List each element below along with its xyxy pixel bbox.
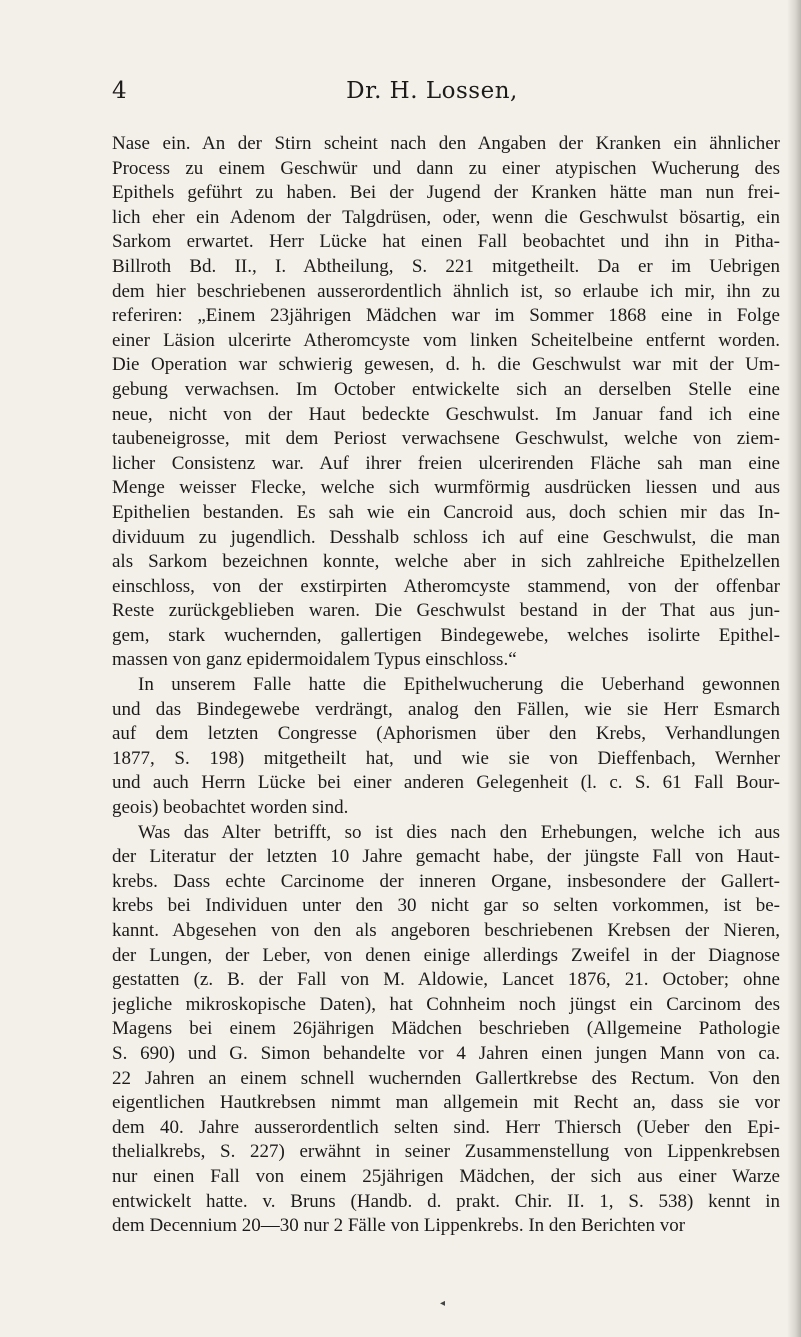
text-line: krebs bei Individuen unter den 30 nicht gar so selten vorkommen, ist be-	[112, 895, 780, 917]
text-line: referiren: „Einem 23jährigen Mädchen war im Sommer 1868 eine in Folge	[112, 305, 780, 327]
text-line: S. 690) und G. Simon behandelte vor 4 Jahren einen jungen Mann von ca.	[112, 1042, 780, 1064]
text-line: dividuum zu jugendlich. Desshalb schloss ich auf eine Geschwulst, die man	[112, 526, 780, 548]
text-line: Epithelien bestanden. Es sah wie ein Cancroid aus, doch schien mir das In-	[112, 501, 780, 523]
page-header	[112, 78, 752, 118]
text-line: gem, stark wuchernden, gallertigen Bindegewebe, welches isolirte Epithel-	[112, 624, 780, 646]
text-line: Billroth Bd. II., I. Abtheilung, S. 221 mitgetheilt. Da er im Uebrigen	[112, 255, 780, 277]
text-line: Die Operation war schwierig gewesen, d. h. die Geschwulst war mit der Um-	[112, 354, 780, 376]
text-line: krebs. Dass echte Carcinome der inneren Organe, insbesondere der Gallert-	[112, 870, 780, 892]
text-line: Nase ein. An der Stirn scheint nach den Angaben der Kranken ein ähnlicher	[112, 133, 780, 154]
text-line: entwickelt hatte. v. Bruns (Handb. d. prakt. Chir. II. 1, S. 538) kennt in	[112, 1190, 780, 1212]
text-line: einschloss, von der exstirpirten Atheromcyste stammend, von der offenbar	[112, 575, 780, 597]
text-line: einer Läsion ulcerirte Atheromcyste vom linken Scheitelbeine entfernt worden.	[112, 329, 780, 351]
text-line: Was das Alter betrifft, so ist dies nach den Erhebungen, welche ich aus	[138, 821, 780, 843]
page-number: 4	[112, 78, 127, 104]
text-line: auf dem letzten Congresse (Aphorismen über den Krebs, Verhandlungen	[112, 723, 780, 745]
text-line: dem hier beschriebenen ausserordentlich ähnlich ist, so erlaube ich mir, ihn zu	[112, 280, 780, 302]
text-line: taubeneigrosse, mit dem Periost verwachsene Geschwulst, welche von ziem-	[112, 428, 780, 450]
text-line: der Lungen, der Leber, von denen einige allerdings Zweifel in der Diagnose	[112, 944, 780, 966]
text-line: der Literatur der letzten 10 Jahre gemacht habe, der jüngste Fall von Haut-	[112, 846, 780, 868]
text-line: gestatten (z. B. der Fall von M. Aldowie, Lancet 1876, 21. October; ohne	[112, 969, 780, 991]
text-line: neue, nicht von der Haut bedeckte Geschwulst. Im Januar fand ich eine	[112, 403, 780, 425]
text-line: nur einen Fall von einem 25jährigen Mädchen, der sich aus einer Warze	[112, 1165, 780, 1187]
body-text	[112, 132, 780, 1239]
page-edge-shadow	[787, 0, 801, 1337]
ink-speck: ◂	[440, 1298, 446, 1309]
text-line: gebung verwachsen. Im October entwickelte sich an derselben Stelle eine	[112, 378, 780, 400]
text-line: massen von ganz epidermoidalem Typus einschloss.“	[112, 649, 517, 671]
text-line: als Sarkom bezeichnen konnte, welche aber in sich zahlreiche Epithelzellen	[112, 551, 780, 573]
text-line: eigentlichen Hautkrebsen nimmt man allgemein mit Recht an, dass sie vor	[112, 1092, 780, 1114]
text-line: jegliche mikroskopische Daten), hat Cohnheim noch jüngst ein Carcinom des	[112, 993, 780, 1015]
text-line: dem 40. Jahre ausserordentlich selten sind. Herr Thiersch (Ueber den Epi-	[112, 1116, 780, 1138]
text-line: Menge weisser Flecke, welche sich wurmförmig ausdrücken liessen und aus	[112, 477, 780, 499]
running-title: Dr. H. Lossen,	[346, 78, 518, 104]
text-line: Magens bei einem 26jährigen Mädchen beschrieben (Allgemeine Pathologie	[112, 1018, 780, 1040]
text-line: dem Decennium 20—30 nur 2 Fälle von Lippenkrebs. In den Berichten vor	[112, 1215, 686, 1237]
text-line: geois) beobachtet worden sind.	[112, 797, 349, 819]
text-line: In unserem Falle hatte die Epithelwucherung die Ueberhand gewonnen	[138, 674, 780, 696]
text-line: 22 Jahren an einem schnell wuchernden Gallertkrebse des Rectum. Von den	[112, 1067, 780, 1089]
text-line: Sarkom erwartet. Herr Lücke hat einen Fall beobachtet und ihn in Pitha-	[112, 231, 780, 253]
text-line: und das Bindegewebe verdrängt, analog den Fällen, wie sie Herr Esmarch	[112, 698, 780, 720]
text-line: Epithels geführt zu haben. Bei der Jugend der Kranken hätte man nun frei-	[112, 182, 780, 204]
text-line: Reste zurückgeblieben waren. Die Geschwulst bestand in der That aus jun-	[112, 600, 780, 622]
text-line: lich eher ein Adenom der Talgdrüsen, oder, wenn die Geschwulst bösartig, ein	[112, 206, 780, 228]
text-line: kannt. Abgesehen von den als angeboren beschriebenen Krebsen der Nieren,	[112, 920, 780, 941]
text-line: und auch Herrn Lücke bei einer anderen Gelegenheit (l. c. S. 61 Fall Bour-	[112, 772, 780, 794]
text-line: Process zu einem Geschwür und dann zu einer atypischen Wucherung des	[112, 157, 780, 179]
text-line: thelialkrebs, S. 227) erwähnt in seiner Zusammenstellung von Lippenkrebsen	[112, 1141, 780, 1163]
text-line: licher Consistenz war. Auf ihrer freien ulcerirenden Fläche sah man eine	[112, 452, 780, 474]
text-line: 1877, S. 198) mitgetheilt hat, und wie sie von Dieffenbach, Wernher	[112, 747, 780, 769]
